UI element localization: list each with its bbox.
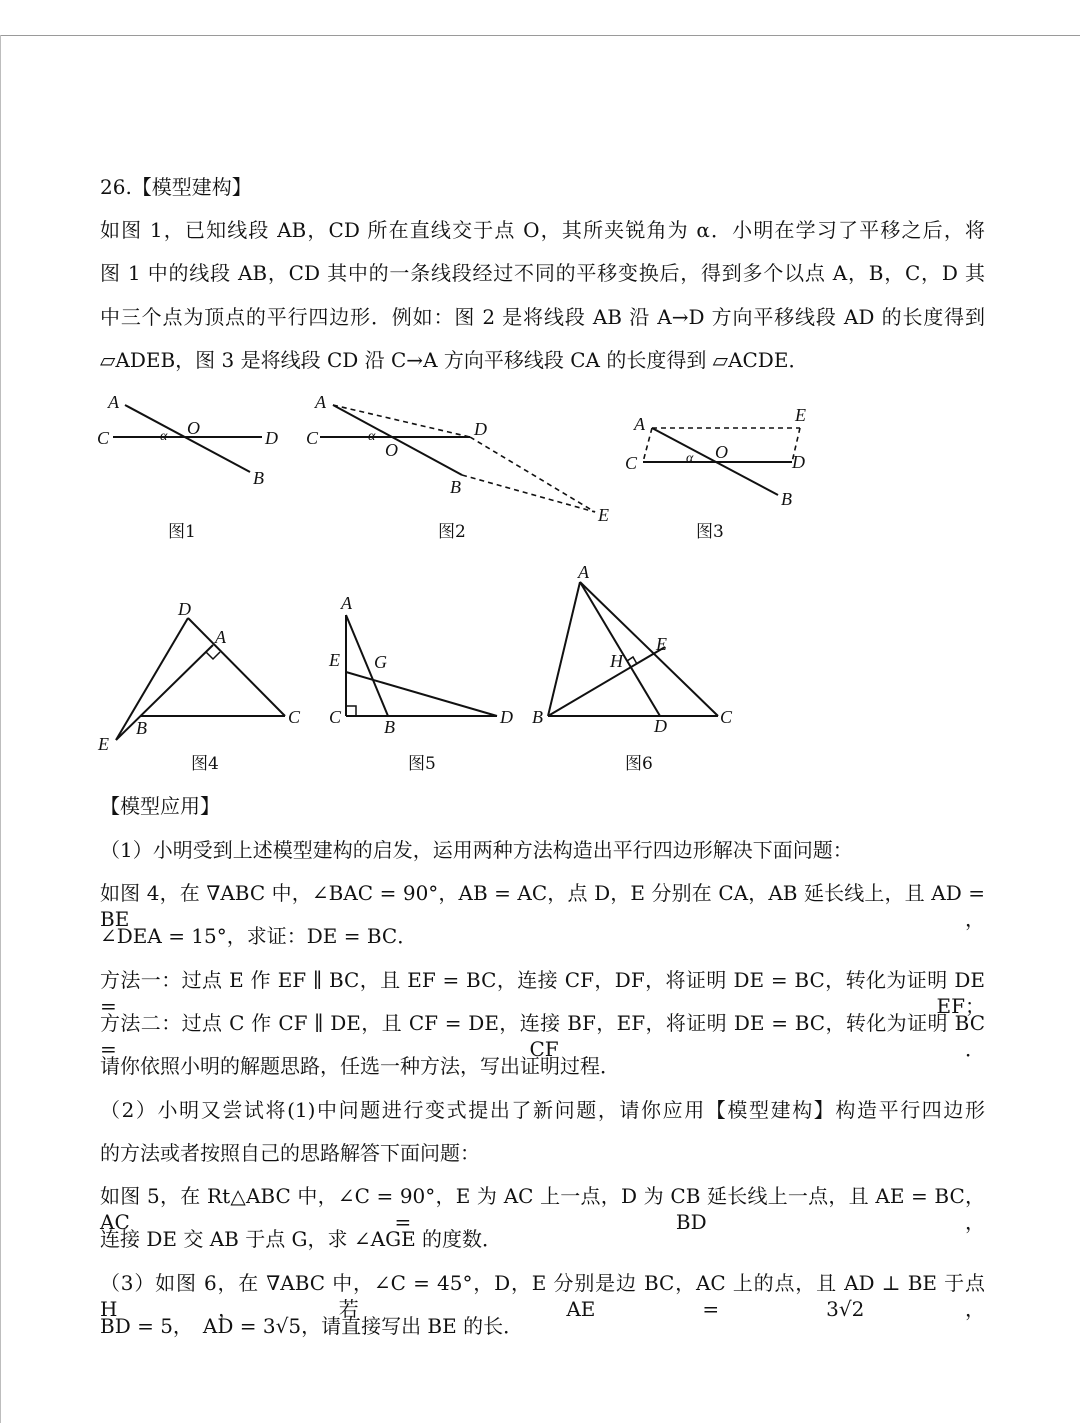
label-C: C bbox=[329, 707, 342, 727]
label-D: D bbox=[792, 452, 805, 472]
label-C: C bbox=[97, 428, 110, 448]
label-O: O bbox=[187, 418, 200, 438]
label-B: B bbox=[253, 468, 264, 488]
label-B: B bbox=[781, 489, 792, 509]
part1-line: 请你依照小明的解题思路，任选一种方法，写出证明过程． bbox=[100, 1054, 620, 1078]
label-O: O bbox=[385, 440, 398, 460]
segment bbox=[470, 437, 595, 512]
figure-6 bbox=[532, 562, 733, 774]
label-D: D bbox=[474, 419, 487, 439]
label-A: A bbox=[215, 627, 226, 647]
label-E: E bbox=[795, 405, 806, 425]
part1-line: 如图 4，在 ∇ABC 中，∠BAC = 90°，AB = AC，点 D，E 分别在 CA，AB 延长线上，且 AD = BE， bbox=[100, 881, 985, 931]
label-D: D bbox=[178, 599, 191, 619]
part1-line: 方法一：过点 E 作 EF ∥ BC，且 EF = BC，连接 CF，DF，将证明 DE = BC，转化为证明 DE = EF； bbox=[100, 968, 985, 1018]
part3-line: （3）如图 6，在 ∇ABC 中，∠C = 45°，D，E 分别是边 BC，AC 上的点，且 AD ⊥ BE 于点 H，若 AE = 3√2， bbox=[100, 1271, 985, 1321]
figure-4 bbox=[97, 599, 301, 774]
segment bbox=[346, 672, 497, 716]
caption: 图6 bbox=[625, 754, 653, 774]
part2-line: 连接 DE 交 AB 于点 G，求 ∠AGE 的度数． bbox=[100, 1227, 503, 1251]
label-alpha: α bbox=[368, 429, 376, 444]
part3-line: BD = 5， AD = 3√5，请直接写出 BE 的长． bbox=[100, 1314, 524, 1338]
label-E: E bbox=[656, 634, 667, 654]
label-G: G bbox=[374, 652, 387, 672]
segment bbox=[125, 405, 250, 472]
label-D: D bbox=[500, 707, 513, 727]
label-A: A bbox=[341, 593, 352, 613]
label-A: A bbox=[315, 392, 326, 412]
segment bbox=[188, 618, 285, 716]
problem-title: 26.【模型建构】 bbox=[100, 175, 252, 199]
label-O: O bbox=[715, 442, 728, 462]
segment bbox=[548, 647, 665, 716]
figure-2 bbox=[306, 392, 609, 542]
figure-3 bbox=[625, 405, 806, 542]
label-alpha: α bbox=[686, 451, 694, 466]
label-B: B bbox=[532, 707, 543, 727]
part2-line: 的方法或者按照自己的思路解答下面问题： bbox=[100, 1141, 480, 1165]
label-C: C bbox=[306, 428, 319, 448]
label-E: E bbox=[329, 650, 340, 670]
segment bbox=[462, 475, 595, 512]
label-C: C bbox=[720, 707, 733, 727]
label-D: D bbox=[265, 428, 278, 448]
part1-line: （1）小明受到上述模型建构的启发，运用两种方法构造出平行四边形解决下面问题： bbox=[100, 838, 853, 862]
part2-line: （2）小明又尝试将(1)中问题进行变式提出了新问题，请你应用【模型建构】构造平行四边形 bbox=[100, 1098, 985, 1122]
label-C: C bbox=[625, 453, 638, 473]
segment bbox=[333, 405, 470, 437]
intro-line: 中三个点为顶点的平行四边形．例如：图 2 是将线段 AB 沿 A→D 方向平移线段 AD 的长度得到 bbox=[100, 305, 985, 329]
right-angle-mark bbox=[346, 706, 356, 716]
label-E: E bbox=[98, 734, 109, 754]
label-B: B bbox=[384, 717, 395, 737]
figure-1 bbox=[97, 392, 278, 542]
figure-5 bbox=[328, 593, 513, 774]
caption: 图4 bbox=[191, 754, 219, 774]
label-A: A bbox=[578, 562, 589, 582]
intro-line: 图 1 中的线段 AB，CD 其中的一条线段经过不同的平移变换后，得到多个以点 A，B，C，D 其 bbox=[100, 261, 985, 285]
label-E: E bbox=[598, 505, 609, 525]
label-B: B bbox=[136, 718, 147, 738]
label-H: H bbox=[610, 651, 623, 671]
part1-line: 方法二：过点 C 作 CF ∥ DE，且 CF = DE，连接 BF，EF，将证明 DE = BC，转化为证明 BC = CF． bbox=[100, 1011, 985, 1061]
application-heading: 【模型应用】 bbox=[100, 794, 220, 818]
label-C: C bbox=[288, 707, 301, 727]
label-A: A bbox=[108, 392, 119, 412]
intro-line: 如图 1，已知线段 AB，CD 所在直线交于点 O，其所夹锐角为 α．小明在学习了平移之后，将 bbox=[100, 218, 985, 242]
right-angle-mark bbox=[206, 652, 220, 659]
caption: 图1 bbox=[168, 522, 196, 542]
label-B: B bbox=[450, 477, 461, 497]
segment bbox=[548, 582, 580, 716]
intro-line: ▱ADEB，图 3 是将线段 CD 沿 C→A 方向平移线段 CA 的长度得到 ▱ACDE． bbox=[100, 348, 809, 372]
part1-line: ∠DEA = 15°，求证：DE = BC． bbox=[100, 924, 418, 948]
label-A: A bbox=[634, 414, 645, 434]
caption: 图3 bbox=[696, 522, 724, 542]
label-alpha: α bbox=[160, 429, 168, 444]
caption: 图2 bbox=[438, 522, 466, 542]
label-D: D bbox=[654, 716, 667, 736]
part2-line: 如图 5，在 Rt△ABC 中，∠C = 90°，E 为 AC 上一点，D 为 CB 延长线上一点，且 AE = BC，AC = BD， bbox=[100, 1184, 985, 1234]
caption: 图5 bbox=[408, 754, 436, 774]
